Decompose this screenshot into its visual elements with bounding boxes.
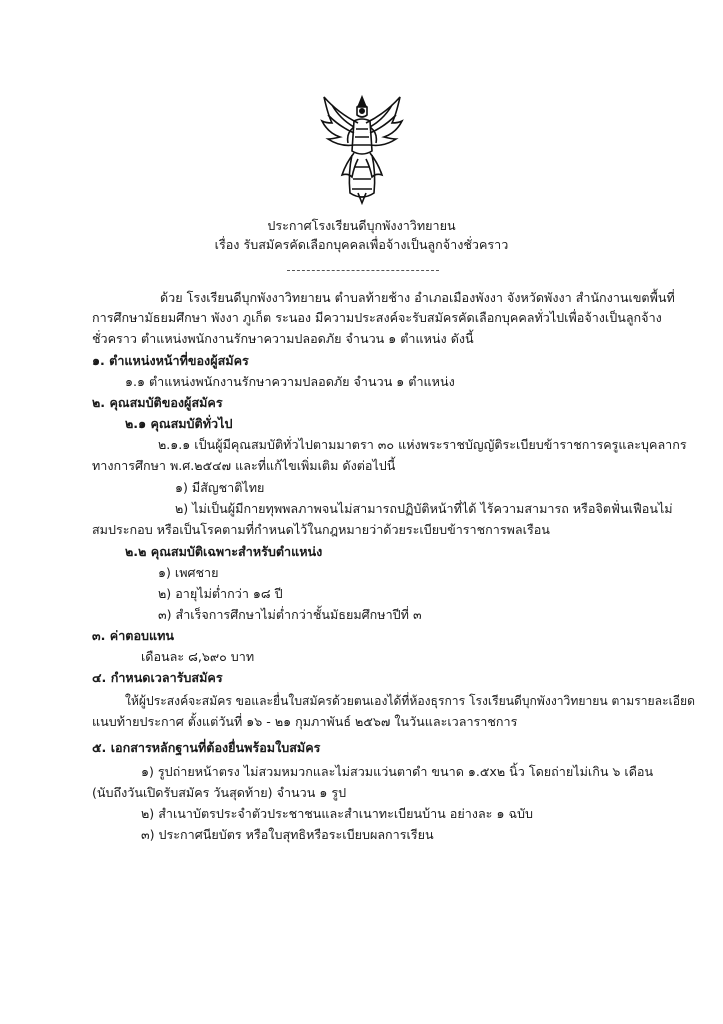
garuda-emblem-icon [318, 93, 406, 205]
qualification-item-1: ๑) มีสัญชาติไทย [175, 480, 265, 495]
intro-line-1: ด้วย โรงเรียนดีบุกพังงาวิทยายน ตำบลท้ายช้าง อำเภอเมืองพังงา จังหวัดพังงา สำนักงานเขตพื้นที่ [160, 290, 675, 305]
announcement-subject: เรื่อง รับสมัครคัดเลือกบุคคลเพื่อจ้างเป็นลูกจ้างชั่วคราว [214, 237, 509, 252]
section-2-1-1-line-1: ๒.๑.๑ เป็นผู้มีคุณสมบัติทั่วไปตามมาตรา ๓๐ แห่งพระราชบัญญัติระเบียบข้าราชการครูและบุคลากร [158, 437, 687, 452]
section-5-heading: ๕. เอกสารหลักฐานที่ต้องยื่นพร้อมใบสมัคร [92, 740, 321, 755]
intro-line-2: การศึกษามัธยมศึกษา พังงา ภูเก็ต ระนอง มีความประสงค์จะรับสมัครคัดเลือกบุคคลทั่วไปเพื่อจ้างเป็นลูกจ้าง [92, 310, 662, 325]
section-2-1-1-line-2: ทางการศึกษา พ.ศ.๒๕๔๗ และที่แก้ไขเพิ่มเติม ดังต่อไปนี้ [92, 458, 396, 473]
section-4-heading: ๔. กำหนดเวลารับสมัคร [92, 670, 223, 685]
compensation-text: เดือนละ ๘,๖๙๐ บาท [141, 649, 255, 664]
section-1-heading: ๑. ตำแหน่งหน้าที่ของผู้สมัคร [92, 353, 249, 368]
specific-item-2: ๒) อายุไม่ต่ำกว่า ๑๘ ปี [158, 586, 283, 601]
application-period-line-2: แนบท้ายประกาศ ตั้งแต่วันที่ ๑๖ - ๒๑ กุมภาพันธ์ ๒๕๖๗ ในวันและเวลาราชการ [92, 714, 518, 729]
document-item-3: ๓) ประกาศนียบัตร หรือใบสุทธิหรือระเบียบผลการเรียน [141, 827, 434, 842]
qualification-item-2-line-1: ๒) ไม่เป็นผู้มีกายทุพพลภาพจนไม่สามารถปฏิบัติหน้าที่ได้ ไร้ความสามารถ หรือจิตฟั่นเฟือนไม่ [175, 501, 673, 516]
application-period-line-1: ให้ผู้ประสงค์จะสมัคร ขอและยื่นใบสมัครด้วยตนเองได้ที่ห้องธุรการ โรงเรียนดีบุกพังงาวิทยายน ตามรายละเอียด [125, 693, 695, 708]
section-2-2-heading: ๒.๒ คุณสมบัติเฉพาะสำหรับตำแหน่ง [125, 544, 323, 559]
section-3-heading: ๓. ค่าตอบแทน [92, 628, 175, 643]
specific-item-3: ๓) สำเร็จการศึกษาไม่ต่ำกว่าชั้นมัธยมศึกษาปีที่ ๓ [158, 607, 422, 622]
intro-line-3: ชั่วคราว ตำแหน่งพนักงานรักษาความปลอดภัย จำนวน ๑ ตำแหน่ง ดังนี้ [92, 331, 474, 346]
document-item-1-line-2: (นับถึงวันเปิดรับสมัคร วันสุดท้าย) จำนวน ๑ รูป [92, 785, 347, 800]
document-item-1-line-1: ๑) รูปถ่ายหน้าตรง ไม่สวมหมวกและไม่สวมแว่นตาดำ ขนาด ๑.๕x๒ นิ้ว โดยถ่ายไม่เกิน ๖ เดือน [141, 764, 654, 779]
specific-item-1: ๑) เพศชาย [158, 565, 219, 580]
qualification-item-2-line-2: สมประกอบ หรือเป็นโรคตามที่กำหนดไว้ในกฎหมายว่าด้วยระเบียบข้าราชการพลเรือน [92, 522, 550, 537]
section-1-item: ๑.๑ ตำแหน่งพนักงานรักษาความปลอดภัย จำนวน ๑ ตำแหน่ง [125, 374, 455, 389]
document-item-2: ๒) สำเนาบัตรประจำตัวประชาชนและสำเนาทะเบียนบ้าน อย่างละ ๑ ฉบับ [141, 806, 534, 821]
section-2-heading: ๒. คุณสมบัติของผู้สมัคร [92, 395, 223, 410]
announcement-title: ประกาศโรงเรียนดีบุกพังงาวิทยายน [267, 218, 456, 233]
title-separator [287, 270, 439, 271]
section-2-1-heading: ๒.๑ คุณสมบัติทั่วไป [125, 416, 233, 431]
